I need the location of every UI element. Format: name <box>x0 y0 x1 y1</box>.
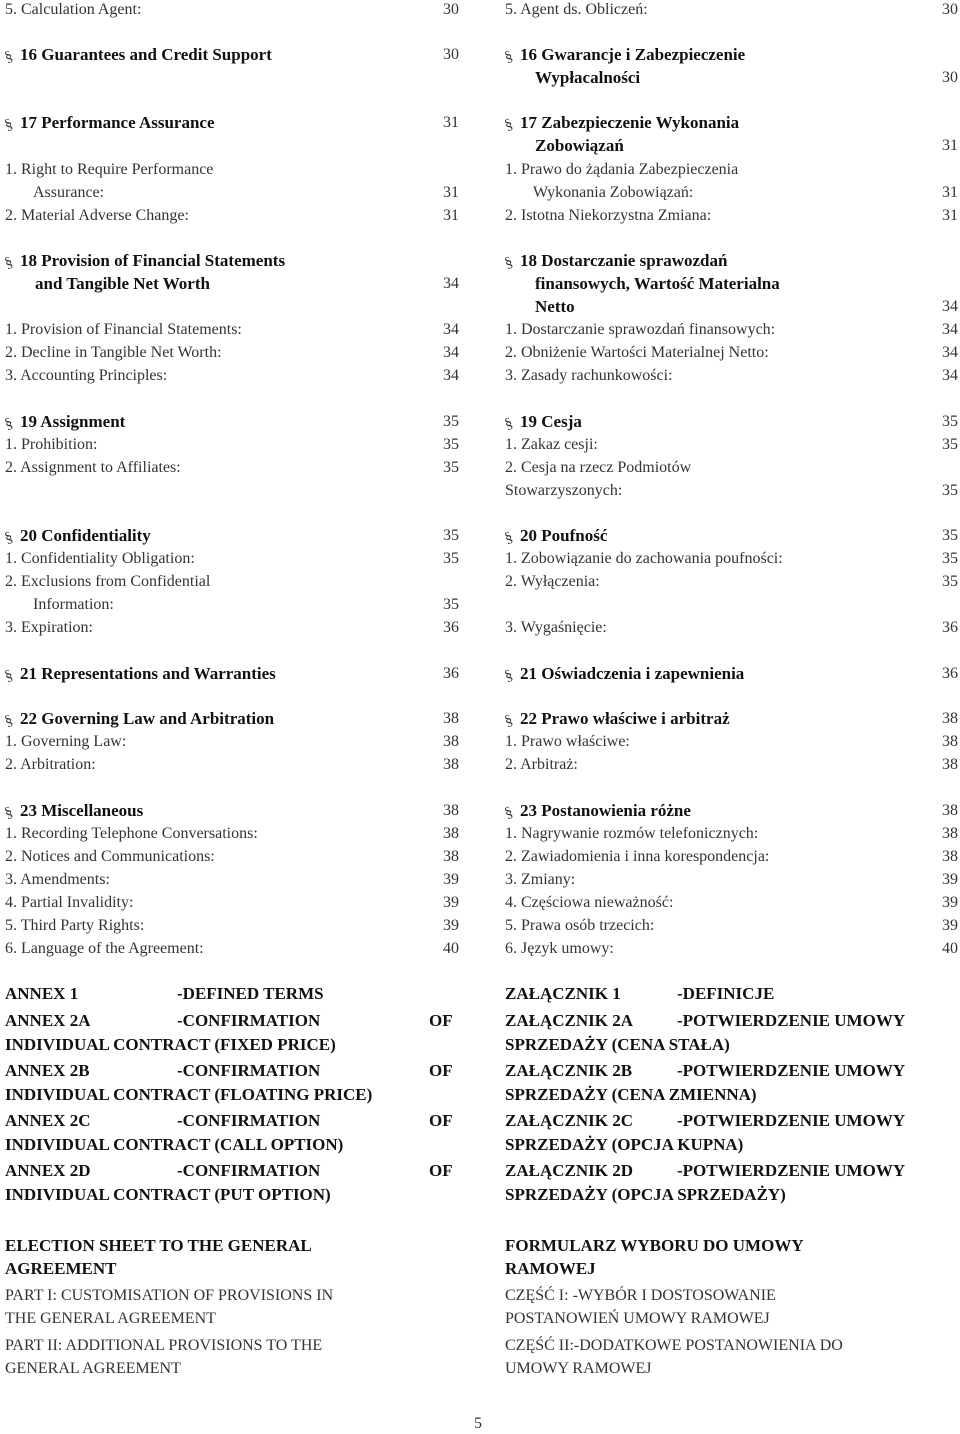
annex-label: ZAŁĄCZNIK 2D <box>505 1161 633 1180</box>
annex-label: ZAŁĄCZNIK 1 <box>505 984 621 1003</box>
toc-subitem: 2. Exclusions from Confidential <box>5 573 211 590</box>
page-number-footer: 5 <box>474 1415 482 1432</box>
page-number: 35 <box>443 413 459 430</box>
page-number: 31 <box>443 207 459 224</box>
toc-heading-cont: Netto <box>535 297 575 316</box>
election-part-2-cont: GENERAL AGREEMENT <box>5 1360 181 1377</box>
section-link-icon: § <box>2 667 16 685</box>
page-number: 34 <box>942 344 958 361</box>
section-link-icon: § <box>502 529 516 547</box>
election-sheet-title: FORMULARZ WYBORU DO UMOWY <box>505 1236 804 1255</box>
section-link-icon: § <box>2 48 16 66</box>
toc-subitem-cont: Wykonania Zobowiązań: <box>533 184 694 201</box>
page-number: 31 <box>443 114 459 131</box>
toc-subitem: 2. Zawiadomienia i inna korespondencja: <box>505 848 770 865</box>
page-number: 35 <box>942 573 958 590</box>
toc-heading-cont: finansowych, Wartość Materialna <box>535 274 780 293</box>
toc-subitem: 1. Zobowiązanie do zachowania poufności: <box>505 550 783 567</box>
page-number: 38 <box>443 825 459 842</box>
page-number: 38 <box>942 733 958 750</box>
section-link-icon: § <box>502 712 516 730</box>
page-number: 36 <box>942 665 958 682</box>
page-number: 31 <box>942 207 958 224</box>
annex-of: OF <box>429 1161 453 1180</box>
page-number: 38 <box>443 802 459 819</box>
toc-subitem: 3. Zasady rachunkowości: <box>505 367 673 384</box>
toc-subitem: 1. Recording Telephone Conversations: <box>5 825 258 842</box>
page-number: 34 <box>942 298 958 315</box>
election-sheet-title-cont: AGREEMENT <box>5 1259 117 1278</box>
page-number: 39 <box>443 871 459 888</box>
page-number: 40 <box>942 940 958 957</box>
toc-heading: 23 Miscellaneous <box>20 801 144 820</box>
toc-subitem: 2. Cesja na rzecz Podmiotów <box>505 459 692 476</box>
page-number: 35 <box>443 596 459 613</box>
toc-subitem: 1. Right to Require Performance <box>5 161 214 178</box>
toc-subitem: 6. Język umowy: <box>505 940 614 957</box>
page-number: 35 <box>443 550 459 567</box>
toc-heading: 17 Performance Assurance <box>20 113 215 132</box>
annex-label: ANNEX 2B <box>5 1061 90 1080</box>
annex-description: -DEFINED TERMS <box>177 984 324 1003</box>
annex-label: ANNEX 2D <box>5 1161 91 1180</box>
toc-heading: 19 Cesja <box>520 412 582 431</box>
page-number: 38 <box>942 756 958 773</box>
toc-heading-cont: Zobowiązań <box>535 136 624 155</box>
toc-heading-cont: and Tangible Net Worth <box>35 274 210 293</box>
election-part-2-cont: UMOWY RAMOWEJ <box>505 1360 652 1377</box>
toc-subitem: 1. Prawo właściwe: <box>505 733 630 750</box>
section-link-icon: § <box>502 116 516 134</box>
section-link-icon: § <box>2 116 16 134</box>
page-number: 35 <box>942 527 958 544</box>
page-number: 39 <box>942 917 958 934</box>
toc-subitem-cont: Assurance: <box>33 184 105 201</box>
election-part-1: CZĘŚĆ I: -WYBÓR I DOSTOSOWANIE <box>505 1287 776 1304</box>
toc-subitem: 6. Language of the Agreement: <box>5 940 204 957</box>
toc-subitem: 1. Nagrywanie rozmów telefonicznych: <box>505 825 759 842</box>
annex-description-cont: INDIVIDUAL CONTRACT (FIXED PRICE) <box>5 1035 336 1054</box>
toc-subitem: 1. Provision of Financial Statements: <box>5 321 242 338</box>
toc-heading-cont: Wypłacalności <box>535 68 641 87</box>
page-number: 38 <box>942 825 958 842</box>
toc-heading: 21 Representations and Warranties <box>20 664 276 683</box>
toc-heading: 21 Oświadczenia i zapewnienia <box>520 664 745 683</box>
page-number: 31 <box>443 184 459 201</box>
section-link-icon: § <box>502 254 516 272</box>
page-number: 34 <box>443 321 459 338</box>
toc-heading: 23 Postanowienia różne <box>520 801 691 820</box>
toc-subitem: 2. Decline in Tangible Net Worth: <box>5 344 222 361</box>
section-link-icon: § <box>2 712 16 730</box>
toc-subitem: 1. Confidentiality Obligation: <box>5 550 195 567</box>
section-link-icon: § <box>502 667 516 685</box>
toc-subitem-cont: Stowarzyszonych: <box>505 482 623 499</box>
page-number: 39 <box>443 894 459 911</box>
toc-subitem: 3. Zmiany: <box>505 871 576 888</box>
toc-subitem: 1. Zakaz cesji: <box>505 436 598 453</box>
section-link-icon: § <box>2 415 16 433</box>
section-link-icon: § <box>502 804 516 822</box>
page-number: 35 <box>942 482 958 499</box>
page-number: 30 <box>942 69 958 86</box>
toc-subitem: 5. Agent ds. Obliczeń: <box>505 1 648 18</box>
toc-subitem: 2. Material Adverse Change: <box>5 207 189 224</box>
annex-label: ANNEX 2C <box>5 1111 91 1130</box>
annex-of: OF <box>429 1061 453 1080</box>
annex-label: ANNEX 2A <box>5 1011 91 1030</box>
election-part-2: PART II: ADDITIONAL PROVISIONS TO THE <box>5 1337 323 1354</box>
annex-label: ANNEX 1 <box>5 984 79 1003</box>
toc-heading: 18 Provision of Financial Statements <box>20 251 286 270</box>
page-number: 38 <box>942 848 958 865</box>
section-link-icon: § <box>2 254 16 272</box>
toc-subitem: 4. Partial Invalidity: <box>5 894 134 911</box>
page-number: 36 <box>443 665 459 682</box>
page-number: 31 <box>942 137 958 154</box>
annex-description-cont: SPRZEDAŻY (OPCJA KUPNA) <box>505 1135 744 1154</box>
page-number: 35 <box>443 436 459 453</box>
annex-description: -CONFIRMATION <box>177 1061 321 1080</box>
toc-subitem: 2. Notices and Communications: <box>5 848 215 865</box>
toc-subitem: 5. Calculation Agent: <box>5 1 142 18</box>
annex-label: ZAŁĄCZNIK 2B <box>505 1061 633 1080</box>
toc-heading: 19 Assignment <box>20 412 126 431</box>
page-number: 34 <box>443 367 459 384</box>
toc-heading: 22 Prawo właściwe i arbitraż <box>520 709 730 728</box>
toc-heading: 16 Guarantees and Credit Support <box>20 45 272 64</box>
page-number: 30 <box>443 1 459 18</box>
annex-description: -CONFIRMATION <box>177 1161 321 1180</box>
toc-subitem: 2. Obniżenie Wartości Materialnej Netto: <box>505 344 769 361</box>
page-number: 38 <box>942 710 958 727</box>
annex-label: ZAŁĄCZNIK 2A <box>505 1011 633 1030</box>
annex-description-cont: INDIVIDUAL CONTRACT (PUT OPTION) <box>5 1185 331 1204</box>
page-number: 36 <box>942 619 958 636</box>
page-number: 35 <box>443 459 459 476</box>
page-number: 39 <box>443 917 459 934</box>
election-sheet-title-cont: RAMOWEJ <box>505 1259 596 1278</box>
toc-subitem: 2. Wyłączenia: <box>505 573 600 590</box>
annex-description: -POTWIERDZENIE UMOWY <box>677 1061 906 1080</box>
page-number: 40 <box>443 940 459 957</box>
toc-heading: 20 Poufność <box>520 526 608 545</box>
election-part-1-cont: THE GENERAL AGREEMENT <box>5 1310 216 1327</box>
page-number: 30 <box>942 1 958 18</box>
page-number: 35 <box>443 527 459 544</box>
annex-description-cont: SPRZEDAŻY (OPCJA SPRZEDAŻY) <box>505 1185 786 1204</box>
toc-heading: 20 Confidentiality <box>20 526 151 545</box>
toc-subitem: 1. Dostarczanie sprawozdań finansowych: <box>505 321 776 338</box>
toc-subitem-cont: Information: <box>33 596 114 613</box>
page-number: 34 <box>443 344 459 361</box>
section-link-icon: § <box>502 415 516 433</box>
annex-description: -POTWIERDZENIE UMOWY <box>677 1161 906 1180</box>
election-part-1: PART I: CUSTOMISATION OF PROVISIONS IN <box>5 1287 334 1304</box>
page-number: 35 <box>942 413 958 430</box>
page-number: 38 <box>443 848 459 865</box>
page-number: 35 <box>942 550 958 567</box>
toc-subitem: 5. Third Party Rights: <box>5 917 145 934</box>
page-number: 34 <box>443 275 459 292</box>
annex-label: ZAŁĄCZNIK 2C <box>505 1111 633 1130</box>
annex-description-cont: INDIVIDUAL CONTRACT (FLOATING PRICE) <box>5 1085 373 1104</box>
toc-heading: 22 Governing Law and Arbitration <box>20 709 275 728</box>
annex-of: OF <box>429 1111 453 1130</box>
toc-heading: 16 Gwarancje i Zabezpieczenie <box>520 45 746 64</box>
toc-subitem: 2. Istotna Niekorzystna Zmiana: <box>505 207 712 224</box>
page-number: 38 <box>443 733 459 750</box>
toc-subitem: 2. Assignment to Affiliates: <box>5 459 181 476</box>
page-number: 38 <box>443 756 459 773</box>
toc-subitem: 3. Wygaśnięcie: <box>505 619 607 636</box>
annex-description: -POTWIERDZENIE UMOWY <box>677 1111 906 1130</box>
toc-subitem: 3. Expiration: <box>5 619 93 636</box>
toc-subitem: 1. Governing Law: <box>5 733 127 750</box>
page-number: 38 <box>942 802 958 819</box>
election-part-2: CZĘŚĆ II:-DODATKOWE POSTANOWIENIA DO <box>505 1337 843 1354</box>
toc-heading: 17 Zabezpieczenie Wykonania <box>520 113 740 132</box>
annex-description: -CONFIRMATION <box>177 1011 321 1030</box>
section-link-icon: § <box>502 48 516 66</box>
election-part-1-cont: POSTANOWIEŃ UMOWY RAMOWEJ <box>505 1310 770 1327</box>
annex-description-cont: SPRZEDAŻY (CENA STAŁA) <box>505 1035 730 1054</box>
toc-subitem: 2. Arbitration: <box>5 756 96 773</box>
annex-description-cont: SPRZEDAŻY (CENA ZMIENNA) <box>505 1085 757 1104</box>
annex-description: -DEFINICJE <box>677 984 775 1003</box>
page-number: 34 <box>942 367 958 384</box>
page-number: 38 <box>443 710 459 727</box>
election-sheet-title: ELECTION SHEET TO THE GENERAL <box>5 1236 312 1255</box>
toc-subitem: 5. Prawa osób trzecich: <box>505 917 655 934</box>
page-number: 34 <box>942 321 958 338</box>
annex-description: -CONFIRMATION <box>177 1111 321 1130</box>
toc-subitem: 2. Arbitraż: <box>505 756 578 773</box>
toc-subitem: 3. Amendments: <box>5 871 110 888</box>
annex-description: -POTWIERDZENIE UMOWY <box>677 1011 906 1030</box>
annex-of: OF <box>429 1011 453 1030</box>
toc-subitem: 4. Częściowa nieważność: <box>505 894 674 911</box>
page-number: 30 <box>443 46 459 63</box>
section-link-icon: § <box>2 804 16 822</box>
toc-subitem: 3. Accounting Principles: <box>5 367 168 384</box>
page-number: 35 <box>942 436 958 453</box>
toc-subitem: 1. Prawo do żądania Zabezpieczenia <box>505 161 739 178</box>
page-number: 36 <box>443 619 459 636</box>
annex-description-cont: INDIVIDUAL CONTRACT (CALL OPTION) <box>5 1135 344 1154</box>
page-number: 39 <box>942 871 958 888</box>
section-link-icon: § <box>2 529 16 547</box>
page-number: 39 <box>942 894 958 911</box>
toc-heading: 18 Dostarczanie sprawozdań <box>520 251 728 270</box>
page-number: 31 <box>942 184 958 201</box>
toc-subitem: 1. Prohibition: <box>5 436 98 453</box>
